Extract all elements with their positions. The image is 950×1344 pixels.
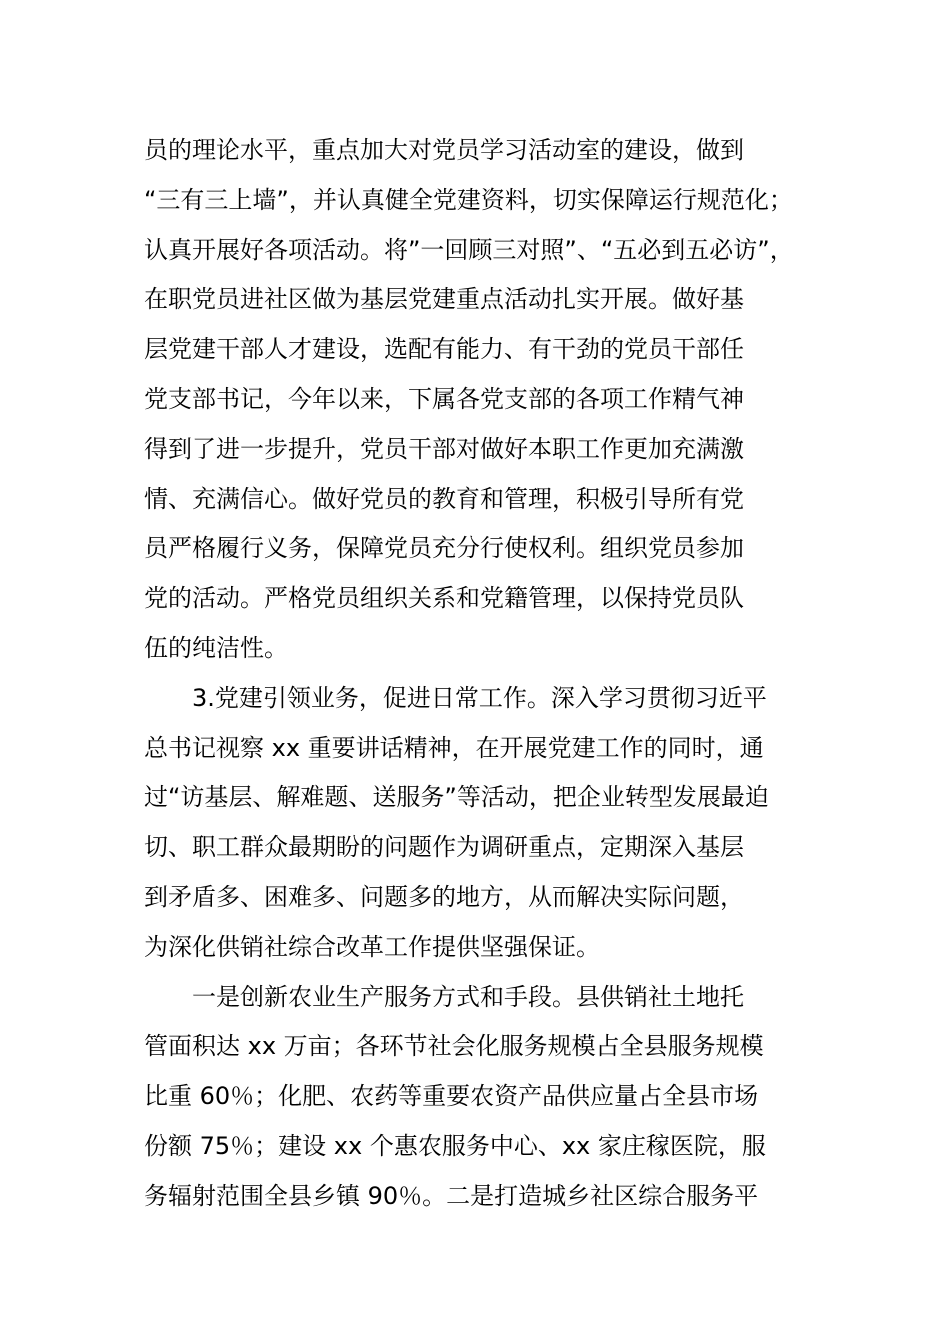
- text-line: 为深化供销社综合改革工作提供坚强保证。: [144, 932, 600, 961]
- text-line: 3.党建引领业务，促进日常工作。深入学习贯彻习近平: [192, 683, 767, 712]
- text-line: 认真开展好各项活动。将”一回顾三对照”、“五必到五必访”，: [144, 235, 794, 264]
- text-line: 党的活动。严格党员组织关系和党籍管理，以保持党员队: [144, 584, 744, 613]
- document-body: [144, 126, 844, 1222]
- text-line: 过“访基层、解难题、送服务”等活动，把企业转型发展最迫: [144, 783, 769, 812]
- text-line: 管面积达 xx 万亩；各环节社会化服务规模占全县服务规模: [144, 1032, 764, 1061]
- text-line: 务辐射范围全县乡镇 90％。二是打造城乡社区综合服务平: [144, 1181, 759, 1210]
- text-line: 到矛盾多、困难多、问题多的地方，从而解决实际问题，: [144, 882, 744, 911]
- text-line: 份额 75％；建设 xx 个惠农服务中心、xx 家庄稼医院，服: [144, 1131, 766, 1160]
- text-line: 伍的纯洁性。: [144, 633, 288, 662]
- text-line: 党支部书记，今年以来，下属各党支部的各项工作精气神: [144, 384, 744, 413]
- text-line: 员严格履行义务，保障党员充分行使权利。组织党员参加: [144, 534, 744, 563]
- text-line: 一是创新农业生产服务方式和手段。县供销社土地托: [192, 982, 744, 1011]
- text-line: 比重 60％；化肥、农药等重要农资产品供应量占全县市场: [144, 1082, 759, 1111]
- text-line: 层党建干部人才建设，选配有能力、有干劲的党员干部任: [144, 335, 744, 364]
- text-line: 得到了进一步提升，党员干部对做好本职工作更加充满激: [144, 434, 744, 463]
- text-line: 切、职工群众最期盼的问题作为调研重点，定期深入基层: [144, 833, 744, 862]
- text-line: 总书记视察 xx 重要讲话精神，在开展党建工作的同时，通: [144, 733, 764, 762]
- text-line: 员的理论水平，重点加大对党员学习活动室的建设，做到: [144, 136, 744, 164]
- text-line: 在职党员进社区做为基层党建重点活动扎实开展。做好基: [144, 285, 744, 314]
- text-line: “三有三上墙”，并认真健全党建资料，切实保障运行规范化；: [144, 185, 793, 214]
- text-line: 情、充满信心。做好党员的教育和管理，积极引导所有党: [144, 484, 744, 513]
